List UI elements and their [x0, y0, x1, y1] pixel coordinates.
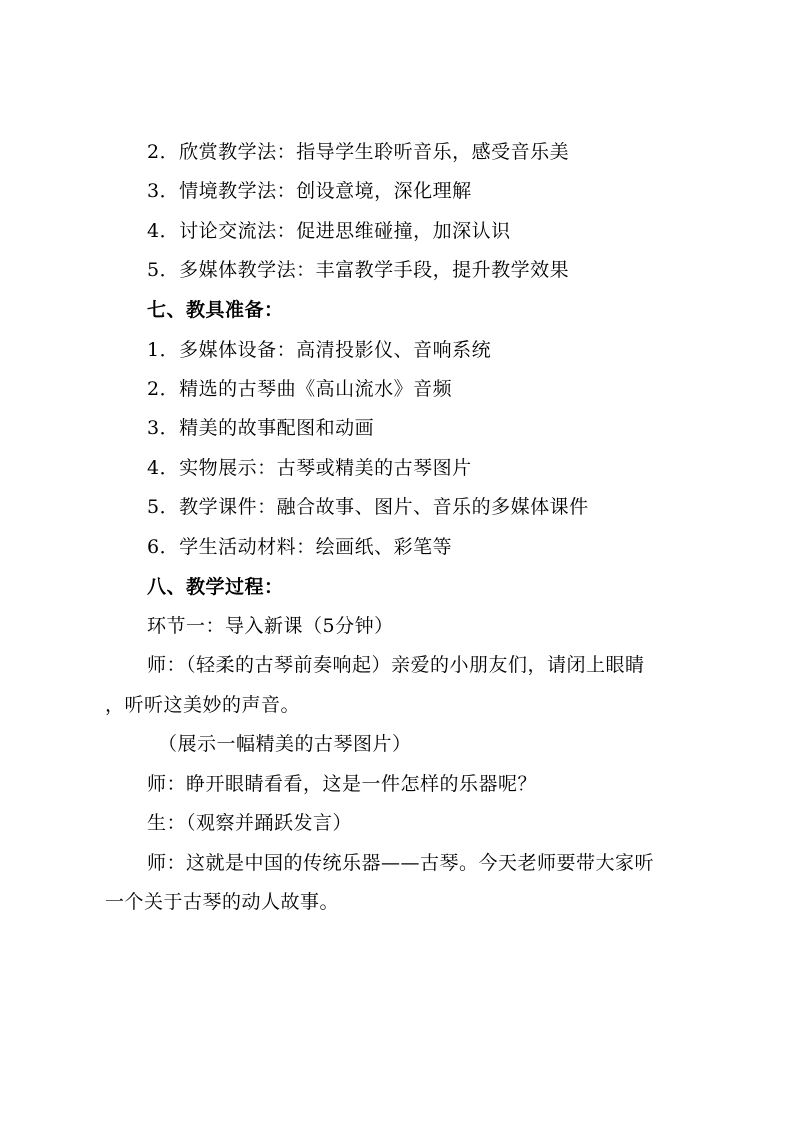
paragraph-4: 生：（观察并踊跃发言）	[147, 812, 353, 834]
equipment-item-2: 2．精选的古琴曲《高山流水》音频	[147, 378, 453, 400]
method-item-5: 5．多媒体教学法：丰富教学手段，提升教学效果	[147, 259, 570, 281]
method-item-3: 3．情境教学法：创设意境，深化理解	[147, 180, 472, 202]
equipment-item-3: 3．精美的故事配图和动画	[147, 417, 375, 439]
paragraph-3: 师：睁开眼睛看看，这是一件怎样的乐器呢？	[147, 773, 538, 795]
section-8-heading: 八、教学过程：	[147, 576, 284, 598]
step-1-title: 环节一：导入新课（5分钟）	[147, 615, 394, 637]
method-item-4: 4．讨论交流法：促进思维碰撞，加深认识	[147, 220, 511, 242]
paragraph-5-line-1: 师：这就是中国的传统乐器——古琴。今天老师要带大家听	[147, 852, 655, 874]
equipment-item-1: 1．多媒体设备：高清投影仪、音响系统	[147, 339, 492, 361]
paragraph-1-line-2: ，听听这美妙的声音。	[105, 694, 301, 716]
method-item-2: 2．欣赏教学法：指导学生聆听音乐，感受音乐美	[147, 141, 570, 163]
equipment-item-5: 5．教学课件：融合故事、图片、音乐的多媒体课件	[147, 496, 589, 518]
equipment-item-6: 6．学生活动材料：绘画纸、彩笔等	[147, 536, 453, 558]
paragraph-5-line-2: 一个关于古琴的动人故事。	[105, 891, 340, 913]
paragraph-1-line-1: 师：（轻柔的古琴前奏响起）亲爱的小朋友们，请闭上眼睛	[147, 654, 645, 676]
paragraph-2: （展示一幅精美的古琴图片）	[158, 733, 412, 755]
section-7-heading: 七、教具准备：	[147, 299, 284, 321]
equipment-item-4: 4．实物展示：古琴或精美的古琴图片	[147, 457, 472, 479]
